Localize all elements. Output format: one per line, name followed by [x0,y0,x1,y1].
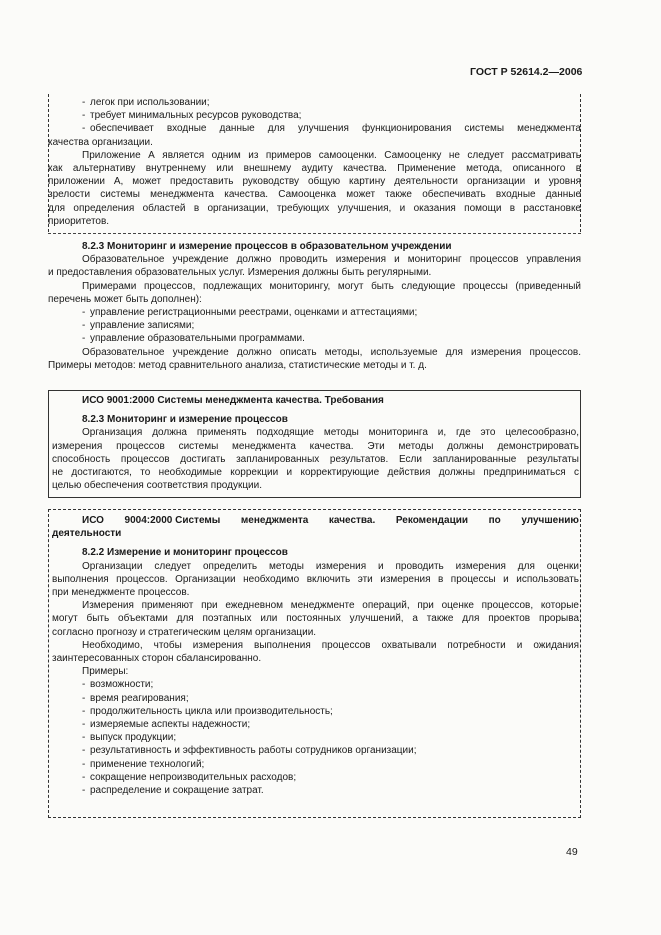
paragraph-line: для определения областей в организации, требующих улучшения, и оказания помощи в расстановке [48,202,581,214]
paragraph-line: приоритетов. [48,215,110,227]
paragraph-line: согласно прогнозу и стратегическим целям организации. [52,626,317,638]
list-item: - легок при использовании; [82,97,210,108]
section-heading: 8.2.3 Мониторинг и измерение процессов в образовательном учреждении [82,241,452,252]
paragraph-line: выполнения процессов. Организации необходимо включить эти измерения в процессы и использовать [52,573,579,585]
list-item: - управление образовательными программами. [82,333,305,345]
list-item: - измеряемые аспекты надежности; [82,719,251,731]
document-id: ГОСТ Р 52614.2—2006 [470,66,583,78]
list-item: - обеспечивает входные данные для улучшения функционирования системы менеджмента [82,123,581,135]
list-item: - продолжительность цикла или производительность; [82,705,333,717]
paragraph-line: как альтернативу внутреннему или внешнему аудиту качества. Применение метода, описанного в [48,163,581,175]
list-item: - выпуск продукции; [82,732,177,744]
list-item: - управление регистрационными реестрами, оценками и аттестациями; [82,307,418,319]
iso-9001-box [48,390,581,498]
paragraph-line: перечень может быть дополнен): [48,293,202,305]
box-title-word: Рекомендации [395,515,469,526]
list-item: - применение технологий; [82,758,205,770]
top-block [48,96,581,228]
box-heading: 8.2.2 Измерение и мониторинг процессов [82,547,288,559]
paragraph-line: Измерения применяют при ежедневном менеджменте операций, при оценке процессов, которые [82,600,579,612]
paragraph-line: зрелости системы менеджмента качества. Самооценка может также обеспечивать входные данные [48,189,581,201]
paragraph-line: приложении А, может предоставить руководству общую картину деятельности организации и уровня [48,176,581,188]
paragraph-line: могут быть объектами для поэтапных или постоянных улучшений, а также для проектов прорыва [52,613,579,625]
paragraph-line: Образовательное учреждение должно описать методы, используемые для измерения процессов. [82,346,581,358]
section-8-2-3 [48,240,581,372]
list-item: - время реагирования; [82,692,189,704]
box-title [52,514,579,527]
box-title-cont: деятельности [52,528,122,540]
box-title-word: менеджмента [240,515,309,526]
box-title: ИСО 9001:2000 Системы менеджмента качества. Требования [82,395,384,406]
list-item: - требует минимальных ресурсов руководства; [82,110,302,122]
paragraph-line: заинтересованных сторон сбалансированно. [52,653,262,665]
box-title-word: улучшению [521,515,579,526]
examples-label: Примеры: [82,666,129,678]
iso-9004-box [48,509,581,818]
paragraph-line: Примеры методов: метод сравнительного анализа, статистические методы и т. д. [48,359,427,371]
frame-bottom-line [48,233,581,234]
list-item-continuation: качества организации. [48,136,153,148]
paragraph-line: Организации следует определить методы измерения и проводить измерения для оценки [82,560,579,572]
list-item: - результативность и эффективность работы сотрудников организации; [82,745,417,757]
box-title-word: по [488,515,501,526]
box-title-word: ИСО [82,515,104,526]
paragraph-line: Организация должна применять подходящие методы мониторинга и, где это целесообразно, [82,427,579,439]
paragraph-line: Необходимо, чтобы измерения выполнения процессов охватывали потребности и ожидания [82,639,579,651]
list-item: - управление записями; [82,320,195,332]
list-item: - сокращение непроизводительных расходов; [82,771,297,783]
paragraph-line: и предоставления образовательных услуг. Измерения должны быть регулярными. [48,267,432,279]
box-title-word: 9004:2000 Системы [124,515,221,526]
list-item: - распределение и сокращение затрат. [82,785,264,797]
box-title-word: качества. [328,515,376,526]
list-item: - возможности; [82,679,154,691]
paragraph-line: Образовательное учреждение должно проводить измерения и мониторинг процессов управления [82,254,581,266]
paragraph-line: при менеджменте процессов. [52,587,190,599]
paragraph-line: Приложение А является одним из примеров самооценки. Самооценку не следует рассматривать [82,149,581,161]
page-number: 49 [566,846,578,858]
paragraph-line: измерения процессов системы менеджмента качества. Эти методы должны демонстрировать [52,440,579,452]
paragraph-line: способность процессов достигать запланированных результатов. Если запланированные результаты [52,453,579,465]
paragraph-line: Примерами процессов, подлежащих мониторингу, могут быть следующие процессы (приведенный [82,280,581,292]
box-heading: 8.2.3 Мониторинг и измерение процессов [82,414,288,426]
paragraph-line: не достигаются, то необходимые коррекции и корректирующие действия должны предприниматься с [52,467,579,479]
paragraph-line: целью обеспечения соответствия продукции. [52,480,262,492]
